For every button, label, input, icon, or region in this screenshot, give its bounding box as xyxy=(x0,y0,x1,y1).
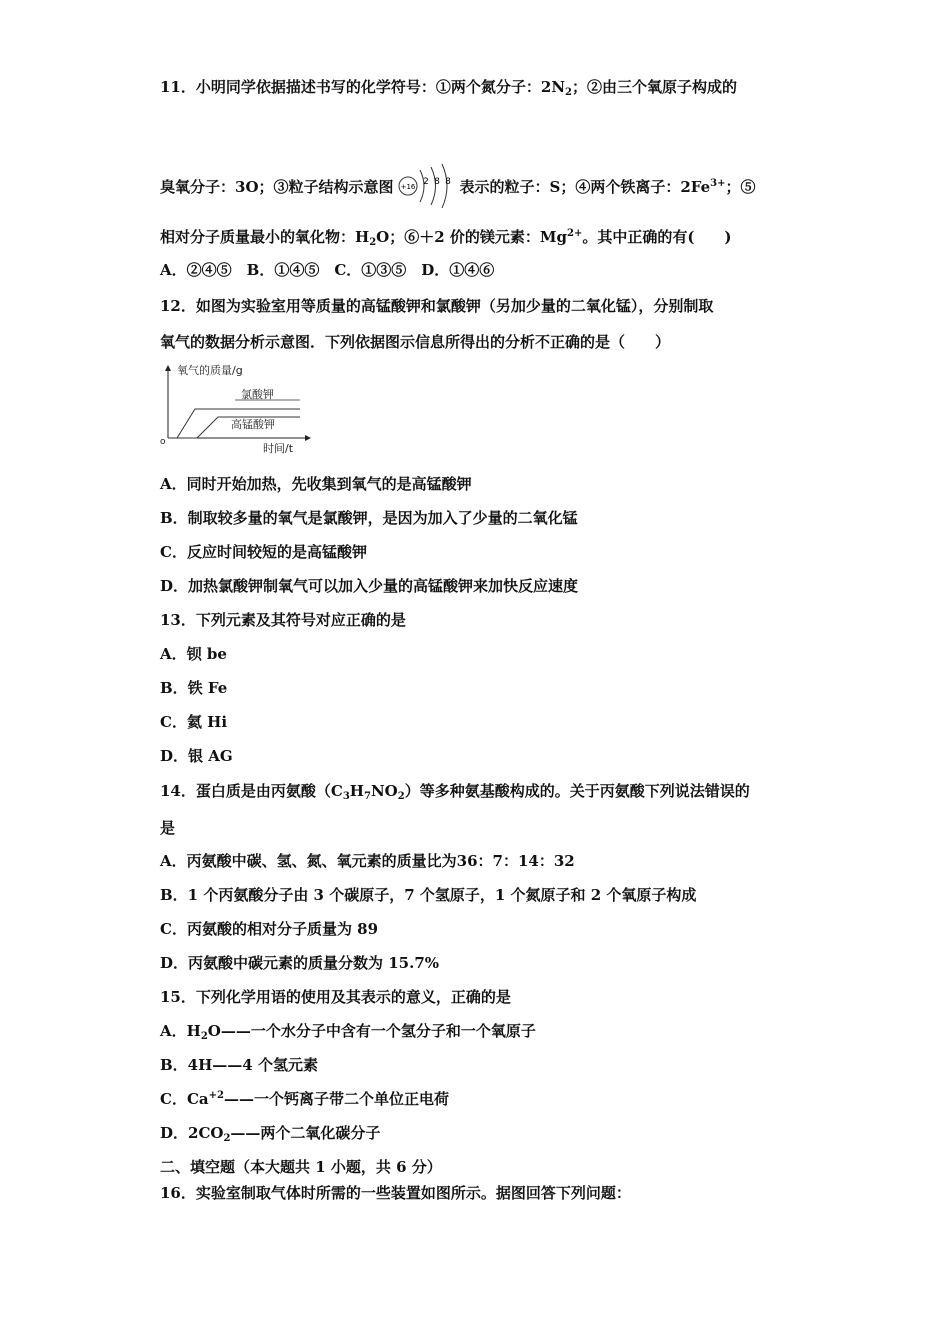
q13-option-b: B．铁 Fe xyxy=(160,679,228,697)
q14-option-d: D．丙氨酸中碳元素的质量分数为 15.7% xyxy=(160,954,440,972)
q15-option-c: C．$Ca^{+2}——$一个钙离子带二个单位正电荷 xyxy=(160,1090,449,1108)
q12-option-d: D．加热氯酸钾制氧气可以加入少量的高锰酸钾来加快反应速度 xyxy=(160,577,579,595)
q14-option-c: C．丙氨酸的相对分子质量为 89 xyxy=(160,920,379,938)
q13-option-c: C．氦 Hi xyxy=(160,713,228,731)
q12-line2: 氧气的数据分析示意图．下列依据图示信息所得出的分析不正确的是（ ） xyxy=(160,333,671,351)
q14-stem: 14．蛋白质是由丙氨酸$(C_3H_7NO_2)$等多种氨基酸构成的。关于丙氨酸下列说法错误的 xyxy=(160,782,750,802)
q15-option-a: A．$H_2O——$一个水分子中含有一个氢分子和一个氧原子 xyxy=(160,1022,536,1042)
atom-shell-1: 2 xyxy=(422,177,429,187)
q15-option-d: D．$2CO_2——$两个二氧化碳分子 xyxy=(160,1124,381,1144)
q13-option-a: A．钡 be xyxy=(160,645,227,663)
q11-line3: 相对分子质量最小的氧化物：$H_2O$；⑥＋2 价的镁元素：$Mg^{2+}$。其中正确的有( ) xyxy=(160,228,732,248)
section-heading: 二、填空题（本大题共 1 小题，共 6 分） xyxy=(160,1158,442,1176)
q14-option-a: A．丙氨酸中碳、氢、氮、氧元素的质量比为36：7：14：32 xyxy=(160,852,575,870)
q12-option-b: B．制取较多量的氧气是氯酸钾，是因为加入了少量的二氧化锰 xyxy=(160,509,578,527)
q11-line2: 臭氧分子：3O；③粒子结构示意图 +16 2 8 8 表示的粒子：S；④两个铁离子：$2Fe^{3+}$；⑤ xyxy=(160,162,756,214)
q12-option-a: A．同时开始加热，先收集到氧气的是高锰酸钾 xyxy=(160,475,472,493)
x-axis-label: 时间/t xyxy=(263,442,294,455)
oxygen-mass-graph xyxy=(155,360,325,460)
series-kclo3-label: 氯酸钾 xyxy=(241,388,274,401)
q15-option-b: B．4H——4 个氢元素 xyxy=(160,1056,318,1074)
q13-stem: 13．下列元素及其符号对应正确的是 xyxy=(160,611,406,629)
atom-shell-3: 8 xyxy=(444,177,451,187)
q11-options: A．②④⑤ B．①④⑤ C．①③⑤ D．①④⑥ xyxy=(160,261,495,279)
q12-line1: 12．如图为实验室用等质量的高锰酸钾和氯酸钾（另加少量的二氧化锰），分别制取 xyxy=(160,297,714,315)
atom-shell-2: 8 xyxy=(433,177,440,187)
q14-stem-line2: 是 xyxy=(160,819,176,837)
y-axis-label: 氧气的质量/g xyxy=(177,364,243,377)
series-kmno4-label: 高锰酸钾 xyxy=(231,418,275,431)
q15-stem: 15．下列化学用语的使用及其表示的意义，正确的是 xyxy=(160,988,511,1006)
q12-option-c: C．反应时间较短的是高锰酸钾 xyxy=(160,543,367,561)
q13-option-d: D．银 AG xyxy=(160,747,233,765)
q11-line1: 11．小明同学依据描述书写的化学符号：①两个氮分子：$2N_2$；②由三个氧原子构成的 xyxy=(160,78,738,98)
atom-nucleus-label: +16 xyxy=(400,183,415,191)
q14-option-b: B．1 个丙氨酸分子由 3 个碳原子，7 个氢原子，1 个氮原子和 2 个氧原子构成 xyxy=(160,886,697,904)
origin-label: o xyxy=(160,437,166,447)
atom-structure-diagram xyxy=(398,162,456,214)
q16-stem: 16．实验室制取气体时所需的一些装置如图所示。据图回答下列问题： xyxy=(160,1184,631,1202)
